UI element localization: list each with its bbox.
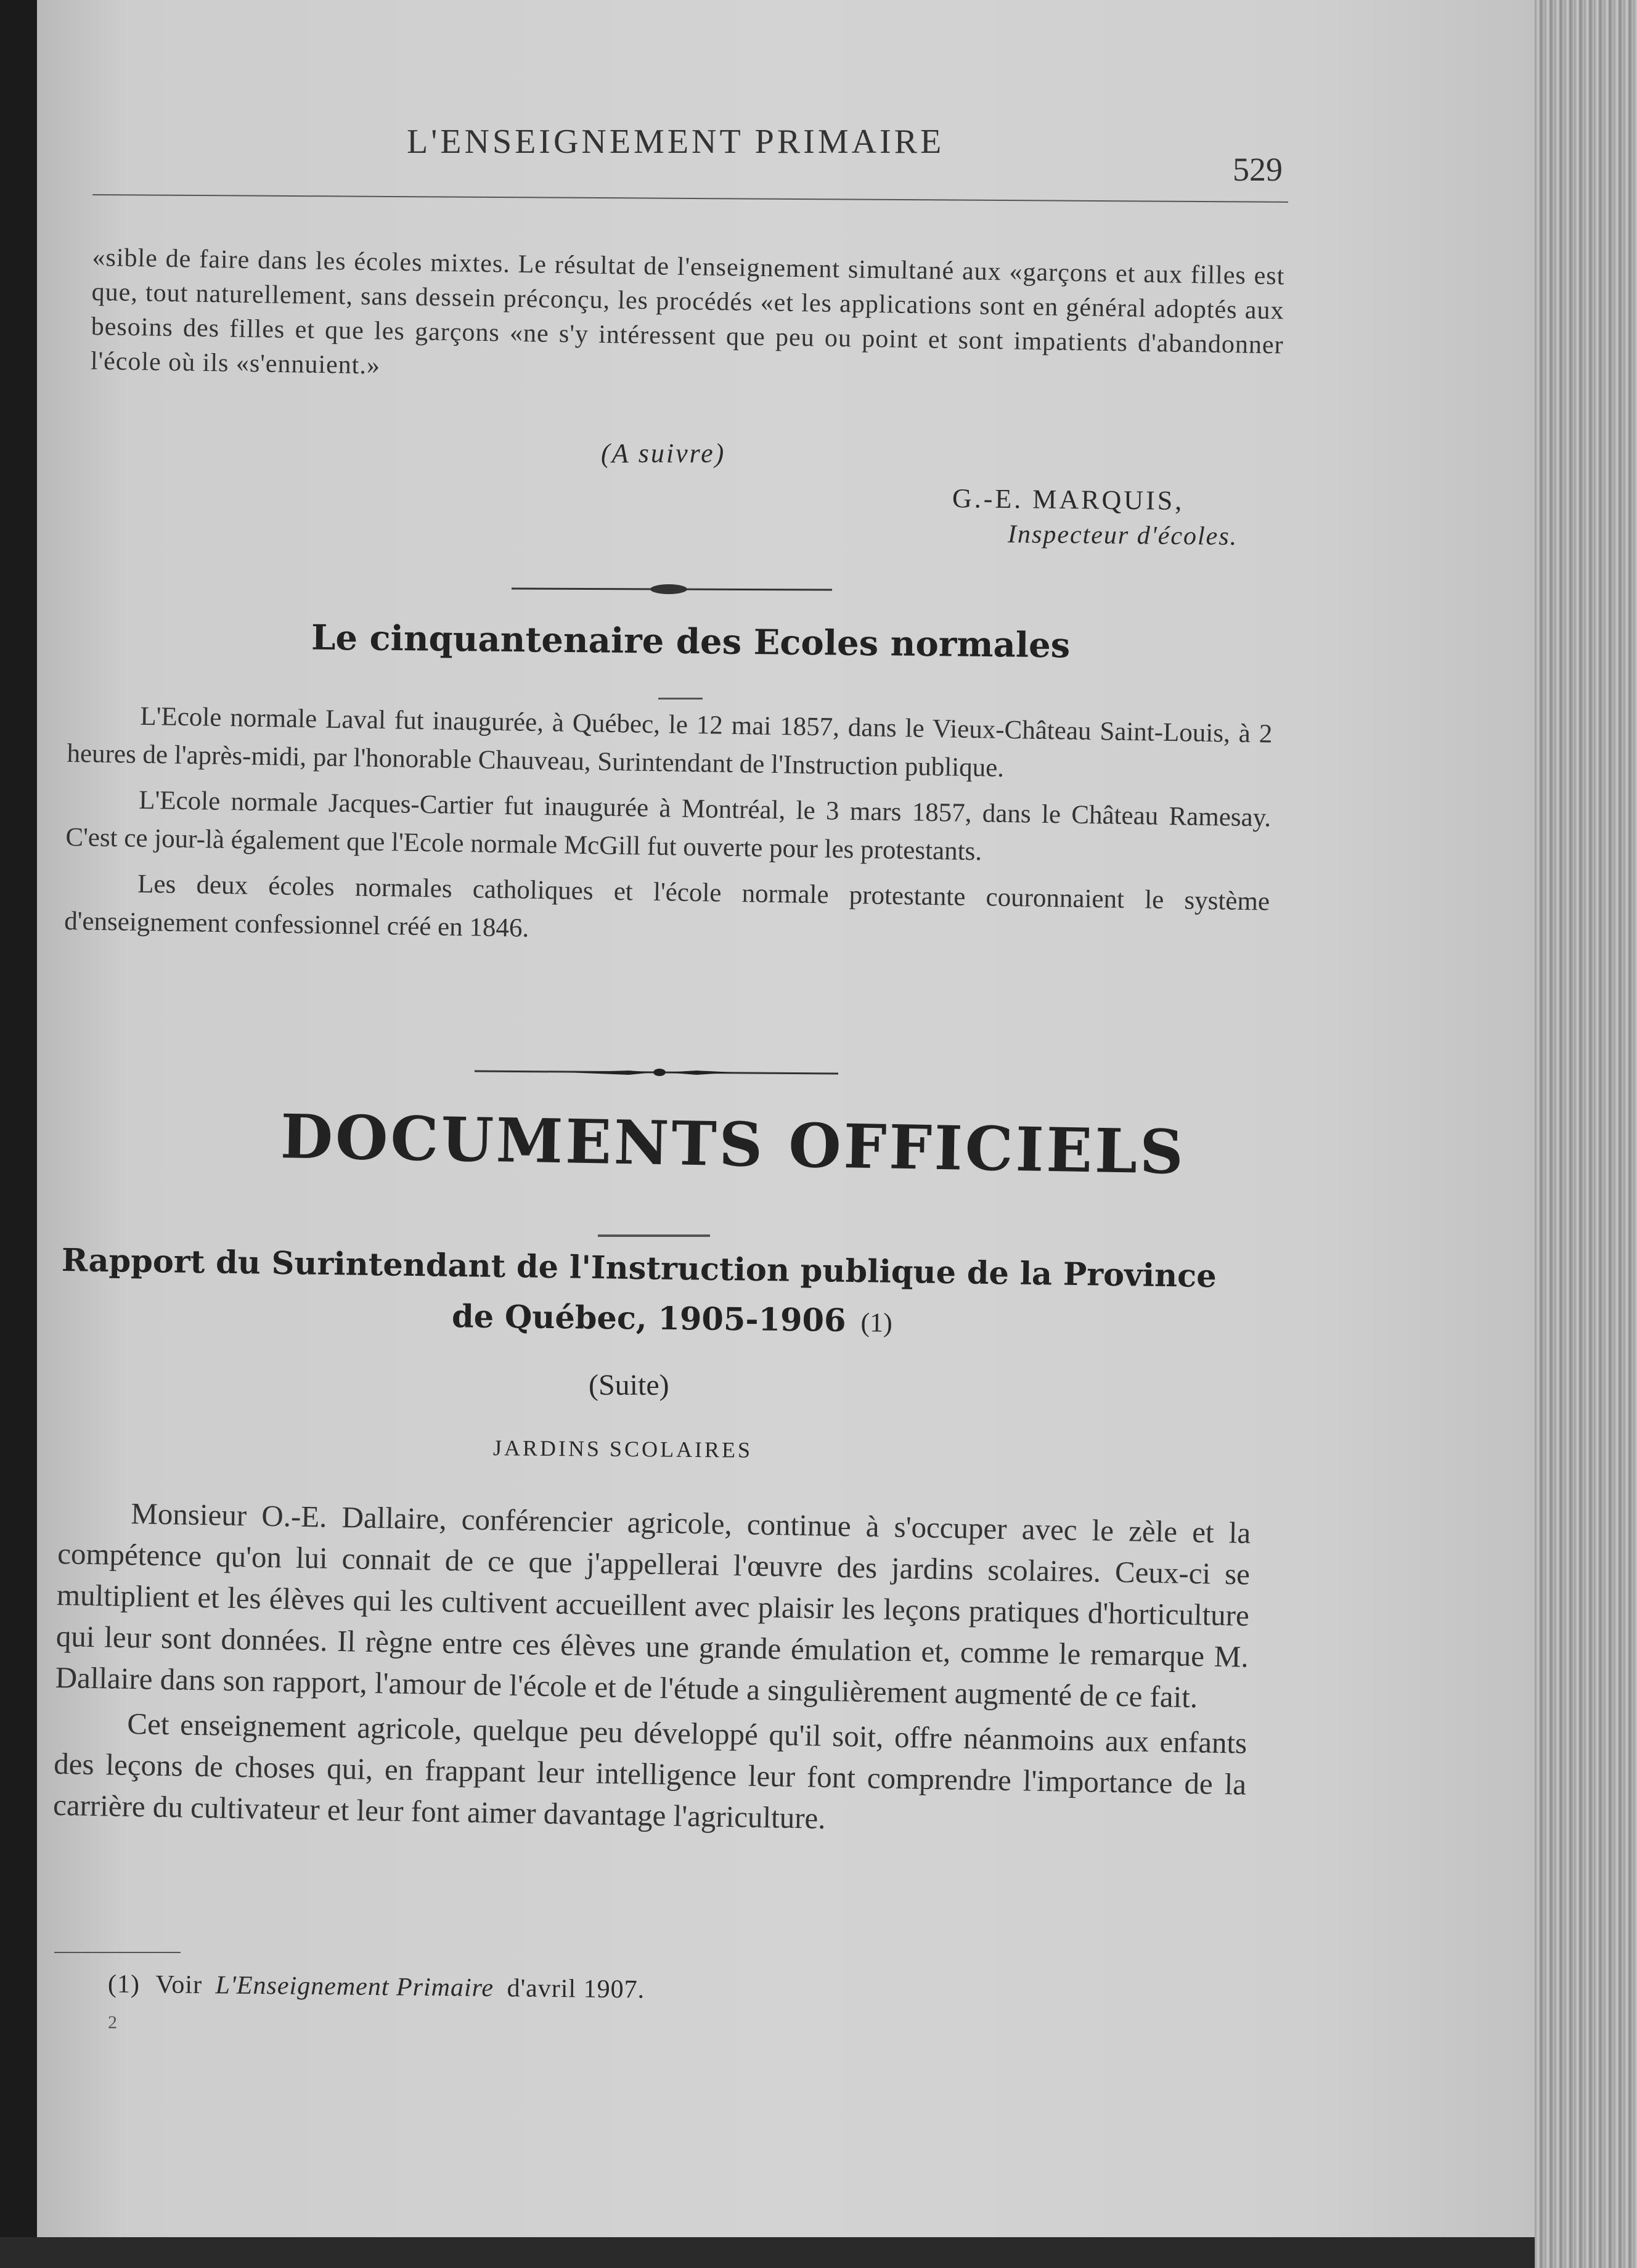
continuation-text: «sible de faire dans les écoles mixtes. Le résultat de l'enseignement simultané aux «garçons et aux filles est que, tout naturellement, sans dessein préconçu, les procédés «et les applications sont en général adoptés aux besoins des filles et que les garçons «ne s'y intéressent que peu ou point et sont impatients d'abandonner l'école où ils «s'ennuient.» — [90, 243, 1285, 380]
paragraph: L'Ecole normale Jacques-Cartier fut inaugurée à Montréal, le 3 mars 1857, dans le Château Ramesay. C'est ce jour-là également que l'Ecole normale McGill fut ouverte pour les protestants. — [65, 785, 1272, 867]
footnote-text-after: d'avril 1907. — [507, 1974, 645, 2004]
footnote-journal-title: L'Enseignement Primaire — [215, 1971, 494, 2002]
book-spine-edge — [1535, 0, 1637, 2268]
signature-mark: 2 — [108, 2012, 117, 2033]
documents-officiels-heading: DOCUMENTS OFFICIELS — [280, 1101, 1186, 1188]
paragraph: L'Ecole normale Laval fut inaugurée, à Québec, le 12 mai 1857, dans le Vieux-Château Saint-Louis, à 2 heures de l'après-midi, par l'honorable Chauveau, Surintendant de l'Instruction publique. — [67, 701, 1273, 783]
author-name: G.-E. MARQUIS, — [952, 483, 1185, 516]
footnote-marker: (1) — [107, 1970, 141, 1999]
author-title: Inspecteur d'écoles. — [1007, 520, 1238, 551]
paragraph: Cet enseignement agricole, quelque peu développé qu'il soit, offre néanmoins aux enfants des leçons de choses qui, en frappant leur intelligence leur font comprendre l'importance de la carrière du cultivateur et leur font aimer davantage l'agriculture. — [52, 1707, 1247, 1835]
footnote-reference: (1) — [860, 1307, 893, 1338]
heading-rule — [598, 1234, 710, 1237]
ornament-divider — [512, 576, 832, 601]
suite-label: (Suite) — [589, 1369, 669, 1401]
report-title-years: de Québec, 1905-1906 — [451, 1298, 846, 1339]
footnote-text-before: Voir — [155, 1970, 203, 2000]
section2-body — [53, 1491, 1251, 1846]
subheading-jardins-scolaires: JARDINS SCOLAIRES — [492, 1435, 753, 1462]
footnote — [108, 1969, 645, 2004]
continuation-quote — [90, 240, 1284, 397]
ornament-divider — [475, 1060, 838, 1085]
section1-body — [64, 696, 1273, 960]
bottom-shadow — [0, 2237, 1535, 2268]
to-follow-note: (A suivre) — [601, 438, 726, 468]
section-title-cinquantenaire: Le cinquantenaire des Ecoles normales — [311, 617, 1071, 666]
report-title-line-2 — [452, 1298, 892, 1339]
paragraph: Monsieur O.-E. Dallaire, conférencier agricole, continue à s'occuper avec le zèle et la compétence qu'on lui connait de ce que j'appellerai l'œuvre des jardins scolaires. Ceux-ci se multiplient et les élèves qui les cultivent accueillent avec plaisir les leçons pratiques d'horticulture qui leur sont données. Il règne entre ces élèves une grande émulation et, comme le remarque M. Dallaire dans son rapport, l'amour de l'école et de l'étude a singulièrement augmenté de ce fait. — [55, 1496, 1251, 1715]
page-number: 529 — [1233, 151, 1283, 188]
footnote-rule — [54, 1952, 181, 1953]
paragraph: Les deux écoles normales catholiques et l'école normale protestante couronnaient le système d'enseignement confessionnel créé en 1846. — [63, 869, 1270, 943]
running-header: L'ENSEIGNEMENT PRIMAIRE — [407, 123, 945, 161]
report-title-line-1: Rapport du Surintendant de l'Instruction publique de la Province — [61, 1242, 1217, 1295]
section-title-rule — [658, 698, 703, 700]
